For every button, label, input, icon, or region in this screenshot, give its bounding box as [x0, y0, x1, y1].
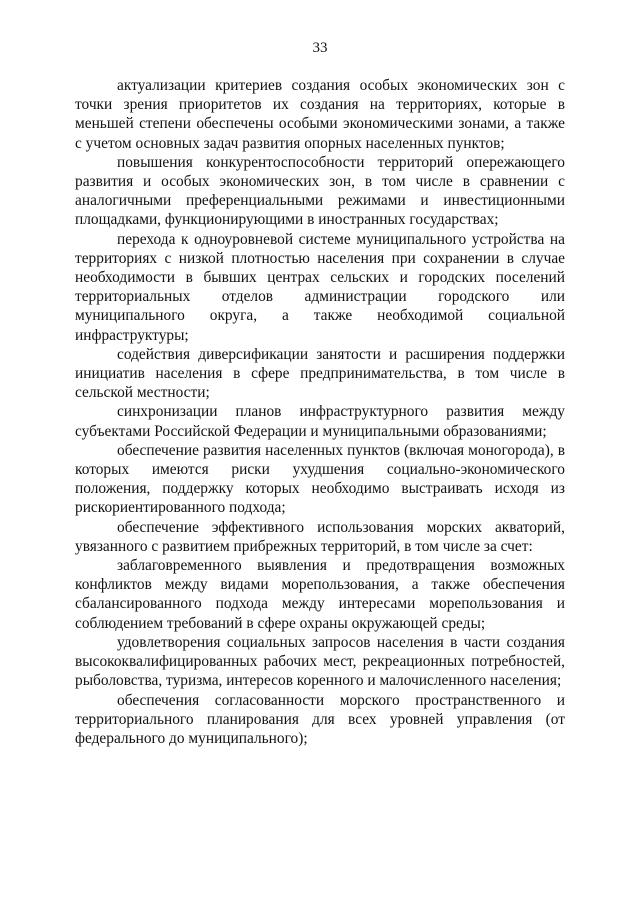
paragraph: содействия диверсификации занятости и расширения поддержки инициатив населения в сфере предпринимательства, в том числе в сельской местности;	[75, 345, 565, 402]
paragraph: повышения конкурентоспособности территорий опережающего развития и особых экономических зон, в том числе в сравнении с аналогичными преференциальными режимами и инвестиционными площадками, функционирующими в иностранных государствах;	[75, 153, 565, 229]
paragraph: обеспечения согласованности морского пространственного и территориального планирования для всех уровней управления (от федерального до муниципального);	[75, 691, 565, 747]
paragraph: обеспечение эффективного использования морских акваторий, увязанного с развитием прибрежных территорий, в том числе за счет:	[75, 518, 565, 555]
paragraph: синхронизации планов инфраструктурного развития между субъектами Российской Федерации и муниципальными образованиями;	[75, 403, 565, 440]
paragraph: актуализации критериев создания особых экономических зон с точки зрения приоритетов их создания на территориях, которые в меньшей степени обеспечены особыми экономическими зонами, а также с учетом основных задач развития опорных населенных пунктов;	[75, 77, 565, 152]
paragraph: перехода к одноуровневой системе муниципального устройства на территориях с низкой плотностью населения при сохранении в случае необходимости в бывших центрах сельских и городских поселений территориальных отделов администрации городского или муниципального округа, а также необходимой социальной инфраструктуры;	[75, 230, 565, 344]
document-body	[75, 76, 565, 748]
page-number: 33	[312, 40, 328, 56]
paragraph: удовлетворения социальных запросов населения в части создания высококвалифицированных рабочих мест, рекреационных потребностей, рыболовства, туризма, интересов коренного и малочисленного населения;	[75, 633, 565, 690]
paragraph: обеспечение развития населенных пунктов (включая моногорода), в которых имеются риски ухудшения социально-экономического положения, поддержку которых необходимо выстраивать исходя из рискориентированного подхода;	[75, 441, 565, 517]
paragraph: заблаговременного выявления и предотвращения возможных конфликтов между видами морепользования, а также обеспечения сбалансированного подхода между интересами морепользования и соблюдением требований в сфере охраны окружающей среды;	[75, 557, 565, 632]
